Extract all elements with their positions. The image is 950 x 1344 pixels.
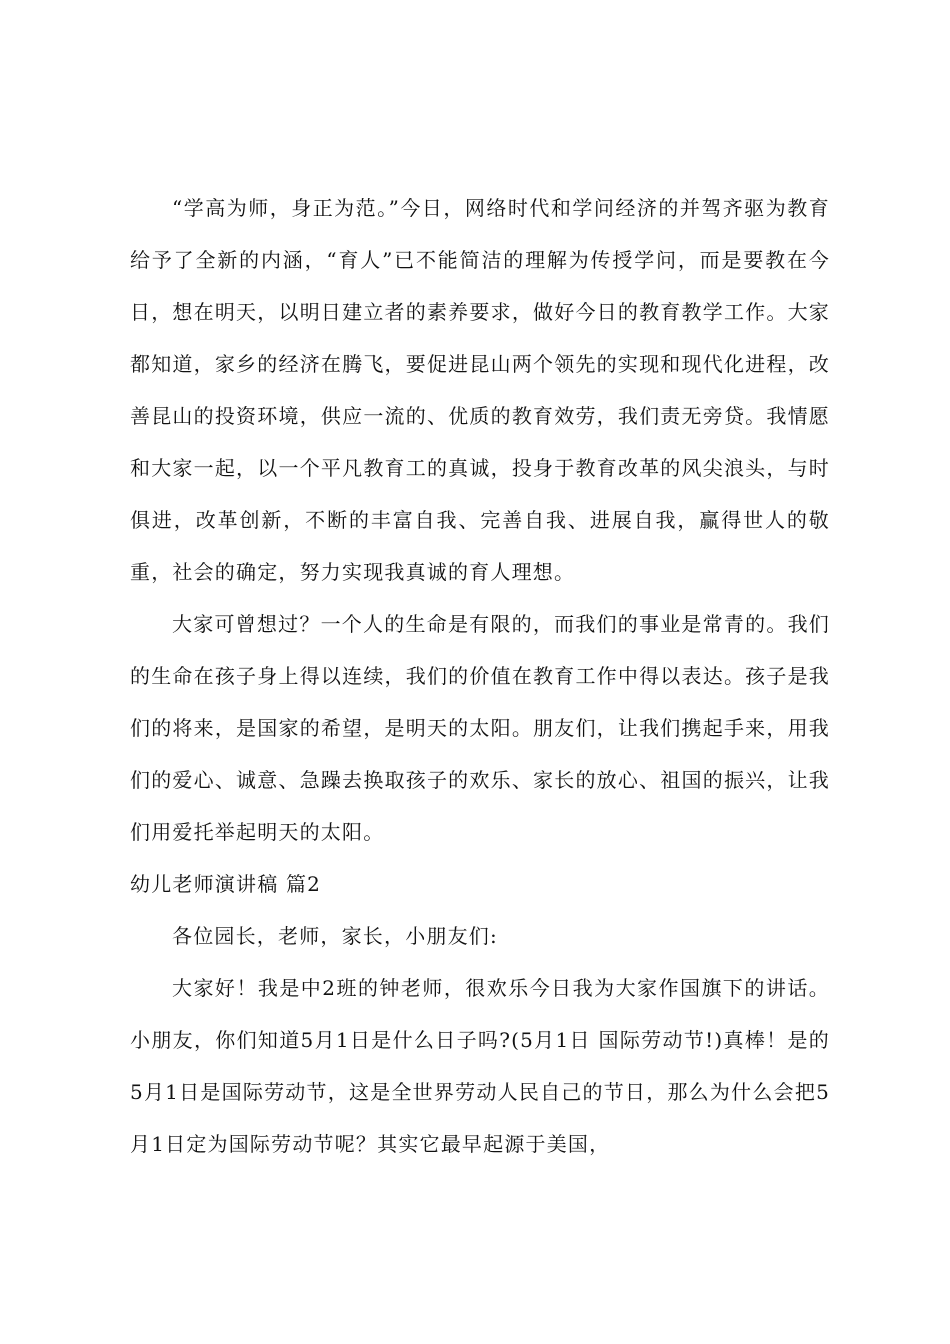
paragraph-teacher-mission: “学高为师，身正为范。”今日，网络时代和学问经济的并驾齐驱为教育给予了全新的内涵，“育人”已不能简洁的理解为传授学问，而是要教在今日，想在明天，以明日建立者的素养要求，做好今日的教育教学工作。大家都知道，家乡的经济在腾飞，要促进昆山两个领先的实现和现代化进程，改善昆山的投资环境，供应一流的、优质的教育效劳，我们责无旁贷。我情愿和大家一起，以一个平凡教育工的真诚，投身于教育改革的风尖浪头，与时俱进，改革创新，不断的丰富自我、完善自我、进展自我，赢得世人的敬重，社会的确定，努力实现我真诚的育人理想。 [130, 196, 830, 584]
paragraph-greeting: 各位园长，老师，家长，小朋友们: [172, 924, 498, 948]
paragraph-career-reflection: 大家可曾想过？一个人的生命是有限的，而我们的事业是常青的。我们的生命在孩子身上得以连续，我们的价值在教育工作中得以表达。孩子是我们的将来，是国家的希望，是明天的太阳。朋友们，让我们携起手来，用我们的爱心、诚意、急躁去换取孩子的欢乐、家长的放心、祖国的振兴，让我们用爱托举起明天的太阳。 [130, 612, 830, 844]
paragraph-labor-day-speech: 大家好！我是中2班的钟老师，很欢乐今日我为大家作国旗下的讲话。小朋友，你们知道5月1日是什么日子吗?(5月1日 国际劳动节!)真棒！是的5月1日是国际劳动节，这是全世界劳动人民自己的节日，那么为什么会把5月1日定为国际劳动节呢？其实它最早起源于美国， [130, 976, 830, 1156]
section-heading: 幼儿老师演讲稿 篇2 [130, 872, 322, 896]
document-body [130, 182, 830, 1170]
